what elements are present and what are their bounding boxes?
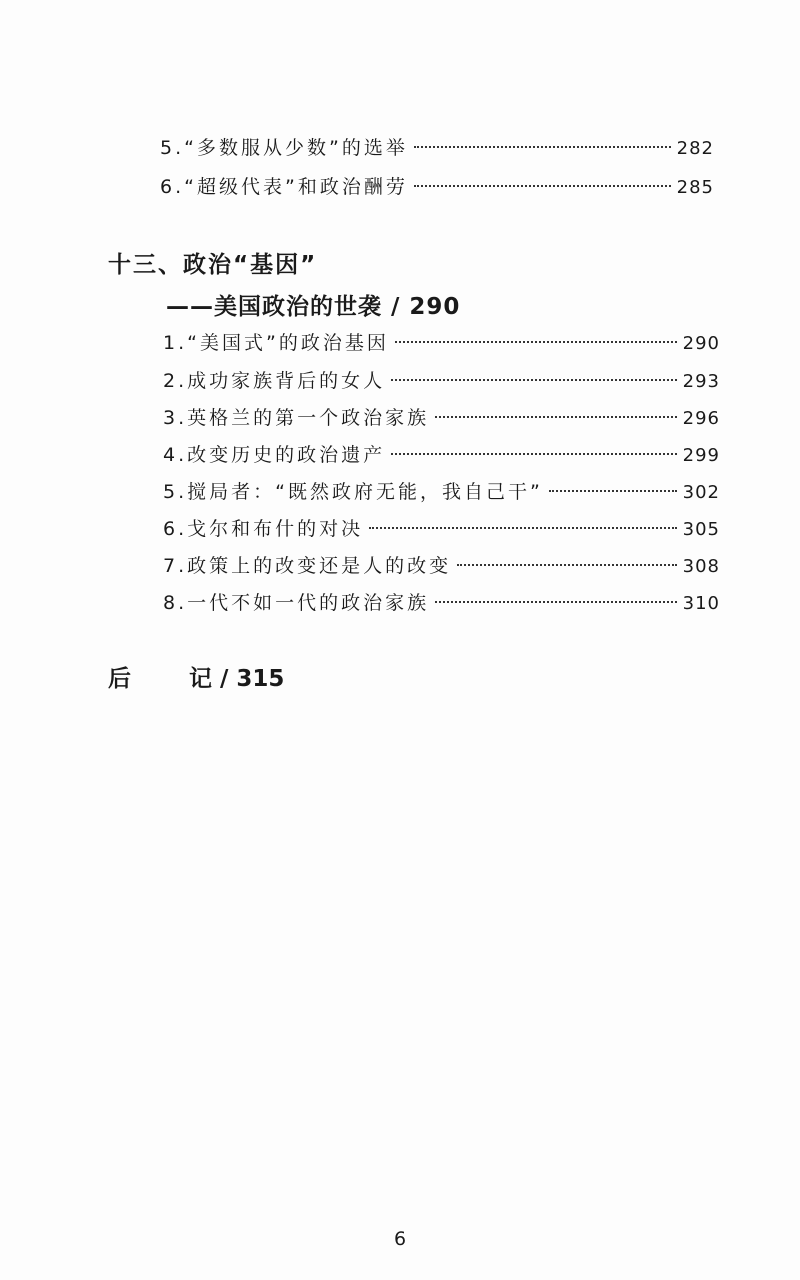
section-subtitle[interactable] xyxy=(166,288,460,321)
dot-leader xyxy=(435,415,677,418)
toc-entry-page: 290 xyxy=(682,333,720,354)
section-subtitle-separator: / xyxy=(382,294,410,320)
toc-entry-label: 4.改变历史的政治遗产 xyxy=(163,444,386,466)
dot-leader xyxy=(395,340,677,343)
dot-leader xyxy=(414,184,671,187)
toc-entry[interactable] xyxy=(163,440,720,467)
toc-entry[interactable] xyxy=(160,133,714,160)
dot-leader xyxy=(391,452,677,455)
afterword-page: 315 xyxy=(236,666,285,692)
afterword-char-2: 记 xyxy=(189,666,212,692)
toc-entry-label: 3.英格兰的第一个政治家族 xyxy=(163,407,430,429)
section-title: 十三、政治“基因” xyxy=(108,252,318,278)
toc-entry[interactable] xyxy=(160,172,714,199)
toc-entry[interactable] xyxy=(163,366,720,393)
toc-entry-page: 296 xyxy=(682,408,720,429)
dot-leader xyxy=(414,145,671,148)
toc-entry[interactable] xyxy=(163,403,720,430)
toc-entry-page: 282 xyxy=(676,138,714,159)
toc-entry[interactable] xyxy=(163,514,720,541)
section-subtitle-text: ——美国政治的世袭 xyxy=(166,294,382,320)
afterword-entry[interactable] xyxy=(108,660,284,693)
dot-leader xyxy=(457,563,677,566)
dot-leader xyxy=(549,489,677,492)
afterword-separator: / xyxy=(212,666,237,692)
toc-entry-label: 5.搅局者：“既然政府无能，我自己干” xyxy=(163,481,543,503)
toc-entry-page: 308 xyxy=(682,556,720,577)
section-subtitle-page: 290 xyxy=(409,294,461,320)
toc-entry-label: 5.“多数服从少数”的选举 xyxy=(160,137,408,159)
page-number: 6 xyxy=(393,1228,407,1250)
dot-leader xyxy=(369,526,677,529)
toc-entry-label: 6.“超级代表”和政治酬劳 xyxy=(160,176,408,198)
toc-entry[interactable] xyxy=(163,477,720,504)
toc-entry-page: 302 xyxy=(682,482,720,503)
toc-entry-label: 2.成功家族背后的女人 xyxy=(163,370,386,392)
toc-entry-page: 305 xyxy=(682,519,720,540)
toc-entry-label: 6.戈尔和布什的对决 xyxy=(163,518,364,540)
toc-entry[interactable] xyxy=(163,551,720,578)
dot-leader xyxy=(391,378,677,381)
toc-entry-page: 285 xyxy=(676,177,714,198)
afterword-char-1: 后 xyxy=(108,666,131,692)
toc-entry[interactable] xyxy=(163,328,720,355)
toc-entry-page: 299 xyxy=(682,445,720,466)
toc-entry[interactable] xyxy=(163,588,720,615)
toc-entry-label: 8.一代不如一代的政治家族 xyxy=(163,592,430,614)
toc-entry-label: 1.“美国式”的政治基因 xyxy=(163,332,389,354)
toc-entry-label: 7.政策上的改变还是人的改变 xyxy=(163,555,452,577)
dot-leader xyxy=(435,600,677,603)
toc-entry-page: 293 xyxy=(682,371,720,392)
toc-entry-page: 310 xyxy=(682,593,720,614)
